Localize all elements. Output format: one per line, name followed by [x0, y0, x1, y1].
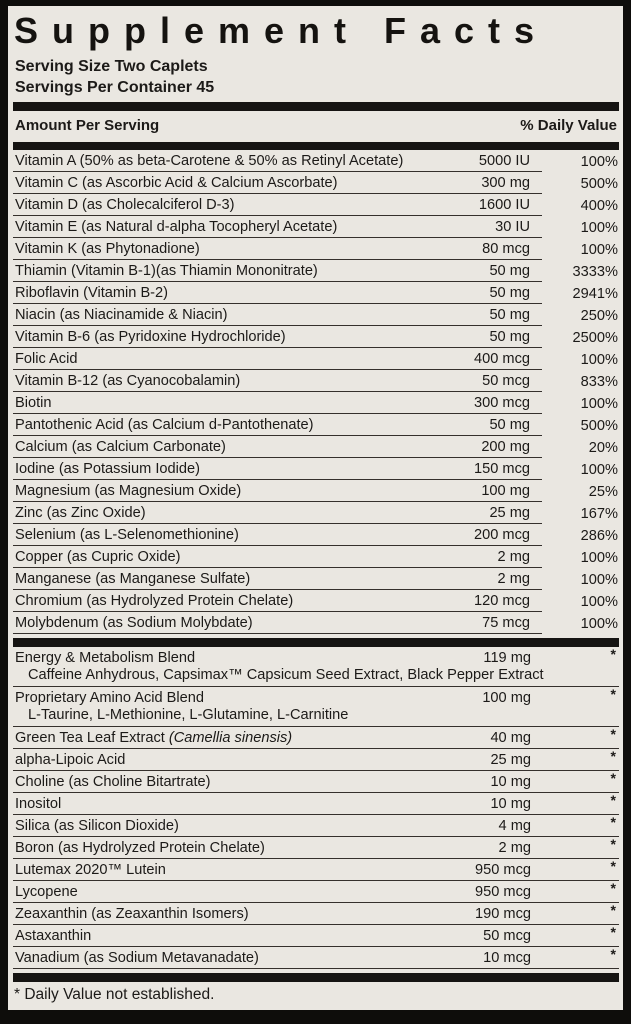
nutrient-daily-value: 500% — [580, 176, 618, 192]
nutrient-amount: 50 mg — [489, 263, 530, 279]
blend-row — [13, 903, 619, 925]
blend-amount: 40 mg — [490, 730, 531, 746]
blend-name: Proprietary Amino Acid Blend — [15, 690, 205, 706]
nutrient-amount: 100 mg — [481, 483, 530, 499]
no-daily-value-asterisk: * — [610, 646, 616, 662]
nutrient-row — [13, 194, 619, 216]
blend-row — [13, 815, 619, 837]
nutrient-name: Zinc (as Zinc Oxide) — [15, 505, 146, 521]
blend-name: Lycopene — [15, 884, 78, 900]
nutrient-name: Folic Acid — [15, 351, 78, 367]
nutrient-amount: 50 mg — [489, 307, 530, 323]
nutrient-name: Vitamin B-12 (as Cyanocobalamin) — [15, 373, 241, 389]
nutrient-row — [13, 590, 619, 612]
nutrient-row — [13, 546, 619, 568]
nutrient-amount: 300 mcg — [474, 395, 530, 411]
nutrient-name: Manganese (as Manganese Sulfate) — [15, 571, 251, 587]
blend-name: Astaxanthin — [15, 928, 92, 944]
nutrient-name: Thiamin (Vitamin B-1)(as Thiamin Mononitrate) — [15, 263, 318, 279]
nutrient-daily-value: 833% — [580, 374, 618, 390]
no-daily-value-asterisk: * — [610, 814, 616, 830]
nutrient-row — [13, 216, 619, 238]
no-daily-value-asterisk: * — [610, 858, 616, 874]
nutrient-row — [13, 458, 619, 480]
blend-name: Vanadium (as Sodium Metavanadate) — [15, 950, 259, 966]
nutrient-amount: 50 mcg — [482, 373, 530, 389]
nutrient-amount: 150 mcg — [474, 461, 530, 477]
blend-row — [13, 771, 619, 793]
nutrient-amount: 300 mg — [481, 175, 530, 191]
nutrient-daily-value: 100% — [580, 154, 618, 170]
nutrient-row — [13, 436, 619, 458]
blend-table — [13, 647, 619, 969]
blend-name: Lutemax 2020™ Lutein — [15, 862, 166, 878]
nutrient-name: Vitamin B-6 (as Pyridoxine Hydrochloride) — [15, 329, 286, 345]
nutrient-name: Niacin (as Niacinamide & Niacin) — [15, 307, 228, 323]
nutrient-row — [13, 392, 619, 414]
blend-amount: 950 mcg — [475, 862, 531, 878]
nutrient-amount: 30 IU — [495, 219, 530, 235]
nutrient-daily-value: 2500% — [572, 330, 618, 346]
blend-row — [13, 881, 619, 903]
blend-amount: 10 mcg — [483, 950, 531, 966]
nutrient-row — [13, 612, 619, 634]
nutrient-name: Vitamin E (as Natural d-alpha Tocopheryl Acetate) — [15, 219, 338, 235]
blend-amount: 119 mg — [483, 650, 531, 666]
nutrient-row — [13, 502, 619, 524]
blend-amount: 950 mcg — [475, 884, 531, 900]
blend-row — [13, 647, 619, 687]
nutrient-row — [13, 524, 619, 546]
nutrient-name: Vitamin K (as Phytonadione) — [15, 241, 200, 257]
no-daily-value-asterisk: * — [610, 748, 616, 764]
nutrient-row — [13, 238, 619, 260]
nutrient-amount: 50 mg — [489, 285, 530, 301]
nutrient-name: Vitamin C (as Ascorbic Acid & Calcium Ascorbate) — [15, 175, 338, 191]
nutrient-amount: 75 mcg — [482, 615, 530, 631]
blend-row — [13, 947, 619, 969]
nutrient-row — [13, 370, 619, 392]
label-bottom-space — [13, 1006, 619, 1010]
label-title: Supplement Facts — [14, 10, 549, 51]
nutrient-amount: 50 mg — [489, 417, 530, 433]
nutrient-daily-value: 400% — [580, 198, 618, 214]
column-header — [13, 111, 619, 138]
nutrient-name: Chromium (as Hydrolyzed Protein Chelate) — [15, 593, 294, 609]
blend-row — [13, 837, 619, 859]
no-daily-value-asterisk: * — [610, 924, 616, 940]
no-daily-value-asterisk: * — [610, 880, 616, 896]
no-daily-value-asterisk: * — [610, 836, 616, 852]
blend-ingredients: Caffeine Anhydrous, Capsimax™ Capsicum Seed Extract, Black Pepper Extract — [28, 667, 544, 683]
nutrient-row — [13, 260, 619, 282]
daily-value-header: % Daily Value — [520, 117, 617, 134]
nutrient-amount: 25 mg — [489, 505, 530, 521]
blend-amount: 10 mg — [490, 796, 531, 812]
no-daily-value-asterisk: * — [610, 770, 616, 786]
nutrient-daily-value: 2941% — [572, 286, 618, 302]
blend-amount: 10 mg — [490, 774, 531, 790]
nutrient-name: Iodine (as Potassium Iodide) — [15, 461, 200, 477]
nutrient-name: Selenium (as L-Selenomethionine) — [15, 527, 239, 543]
blend-amount: 2 mg — [498, 840, 531, 856]
nutrient-daily-value: 100% — [580, 572, 618, 588]
blend-amount: 25 mg — [490, 752, 531, 768]
nutrient-amount: 200 mg — [481, 439, 530, 455]
blend-name: Silica (as Silicon Dioxide) — [15, 818, 179, 834]
blend-name: Green Tea Leaf Extract (Camellia sinensis) — [15, 730, 293, 746]
nutrient-row — [13, 282, 619, 304]
nutrient-name: Vitamin A (50% as beta-Carotene & 50% as Retinyl Acetate) — [15, 153, 404, 169]
nutrient-row — [13, 568, 619, 590]
nutrient-daily-value: 100% — [580, 616, 618, 632]
blend-row — [13, 793, 619, 815]
blend-row — [13, 749, 619, 771]
supplement-facts-label — [8, 6, 623, 1010]
blend-name: Boron (as Hydrolyzed Protein Chelate) — [15, 840, 265, 856]
amount-per-serving-header: Amount Per Serving — [15, 117, 160, 134]
nutrient-name: Magnesium (as Magnesium Oxide) — [15, 483, 242, 499]
divider-bar — [13, 102, 619, 111]
nutrient-daily-value: 250% — [580, 308, 618, 324]
serving-size: Serving Size Two Caplets — [15, 58, 208, 75]
nutrient-daily-value: 25% — [588, 484, 618, 500]
divider-bar — [13, 142, 619, 150]
divider-bar — [13, 638, 619, 647]
nutrient-name: Calcium (as Calcium Carbonate) — [15, 439, 226, 455]
blend-name: Inositol — [15, 796, 62, 812]
nutrient-daily-value: 167% — [580, 506, 618, 522]
no-daily-value-asterisk: * — [610, 792, 616, 808]
nutrient-row — [13, 480, 619, 502]
nutrient-amount: 80 mcg — [482, 241, 530, 257]
divider-bar — [13, 973, 619, 982]
blend-amount: 50 mcg — [483, 928, 531, 944]
nutrient-daily-value: 100% — [580, 352, 618, 368]
nutrient-daily-value: 100% — [580, 550, 618, 566]
blend-row — [13, 687, 619, 727]
blend-name: Choline (as Choline Bitartrate) — [15, 774, 211, 790]
nutrient-amount: 120 mcg — [474, 593, 530, 609]
blend-amount: 100 mg — [482, 690, 531, 706]
nutrient-amount: 200 mcg — [474, 527, 530, 543]
nutrient-amount: 1600 IU — [478, 197, 530, 213]
nutrient-amount: 400 mcg — [474, 351, 530, 367]
blend-amount: 4 mg — [498, 818, 531, 834]
nutrient-row — [13, 150, 619, 172]
nutrient-daily-value: 100% — [580, 396, 618, 412]
nutrient-amount: 2 mg — [497, 571, 530, 587]
nutrient-row — [13, 172, 619, 194]
blend-row — [13, 727, 619, 749]
blend-amount: 190 mcg — [475, 906, 531, 922]
nutrient-name: Vitamin D (as Cholecalciferol D-3) — [15, 197, 235, 213]
nutrient-daily-value: 286% — [580, 528, 618, 544]
nutrient-name: Copper (as Cupric Oxide) — [15, 549, 181, 565]
nutrient-amount: 2 mg — [497, 549, 530, 565]
nutrient-amount: 5000 IU — [478, 153, 530, 169]
nutrient-daily-value: 100% — [580, 220, 618, 236]
nutrient-name: Biotin — [15, 395, 52, 411]
nutrient-amount: 50 mg — [489, 329, 530, 345]
nutrient-name: Molybdenum (as Sodium Molybdate) — [15, 615, 253, 631]
blend-name: Zeaxanthin (as Zeaxanthin Isomers) — [15, 906, 249, 922]
no-daily-value-asterisk: * — [610, 946, 616, 962]
blend-row — [13, 925, 619, 947]
nutrient-row — [13, 348, 619, 370]
nutrient-daily-value: 100% — [580, 242, 618, 258]
blend-name: Energy & Metabolism Blend — [15, 650, 196, 666]
nutrient-daily-value: 100% — [580, 594, 618, 610]
nutrient-row — [13, 414, 619, 436]
nutrient-daily-value: 20% — [588, 440, 618, 456]
nutrient-name: Pantothenic Acid (as Calcium d-Pantothenate) — [15, 417, 314, 433]
nutrient-daily-value: 500% — [580, 418, 618, 434]
blend-ingredients: L-Taurine, L-Methionine, L-Glutamine, L-Carnitine — [28, 707, 349, 723]
nutrient-table — [13, 150, 619, 634]
nutrient-name: Riboflavin (Vitamin B-2) — [15, 285, 169, 301]
daily-value-footnote: * Daily Value not established. — [14, 986, 215, 1003]
nutrient-daily-value: 100% — [580, 462, 618, 478]
nutrient-daily-value: 3333% — [572, 264, 618, 280]
servings-per-container: Servings Per Container 45 — [15, 79, 215, 96]
nutrient-row — [13, 304, 619, 326]
no-daily-value-asterisk: * — [610, 902, 616, 918]
blend-name: alpha-Lipoic Acid — [15, 752, 126, 768]
blend-row — [13, 859, 619, 881]
no-daily-value-asterisk: * — [610, 726, 616, 742]
no-daily-value-asterisk: * — [610, 686, 616, 702]
nutrient-row — [13, 326, 619, 348]
